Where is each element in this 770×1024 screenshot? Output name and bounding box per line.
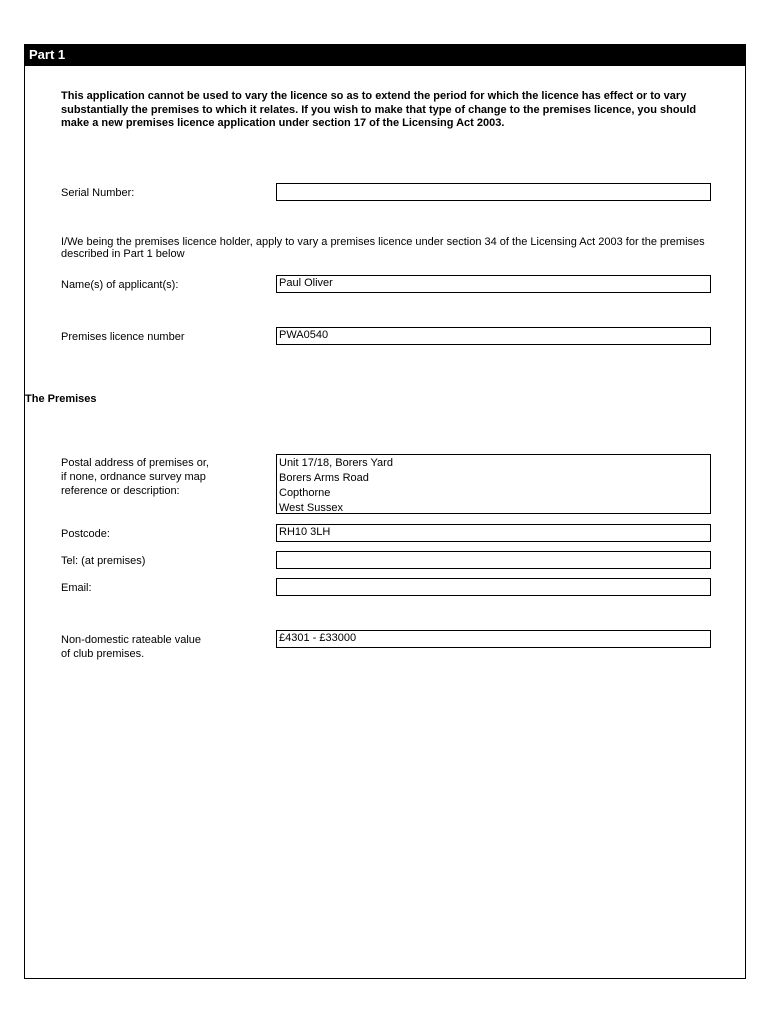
rateable-value-label-line-2: of club premises. (61, 648, 145, 660)
rateable-value-label-line-1: Non-domestic rateable value (61, 634, 202, 646)
address-line: Unit 17/18, Borers Yard (279, 457, 393, 469)
address-line: Borers Arms Road (279, 472, 369, 484)
email-field[interactable] (276, 578, 711, 596)
serial-number-label: Serial Number: (61, 187, 135, 199)
applicant-name-label: Name(s) of applicant(s): (61, 279, 179, 291)
licence-number-field[interactable]: PWA0540 (276, 327, 711, 345)
postcode-label: Postcode: (61, 528, 110, 540)
applicant-statement: I/We being the premises licence holder, apply to vary a premises licence under section 34 of the Licensing Act 2003 for the premises described in Part 1 below (61, 236, 705, 260)
address-label-line-2: if none, ordnance survey map (61, 471, 206, 483)
serial-number-field[interactable] (276, 183, 711, 201)
postal-address-field[interactable] (276, 454, 711, 514)
email-label: Email: (61, 582, 92, 594)
tel-field[interactable] (276, 551, 711, 569)
address-line: West Sussex (279, 502, 343, 514)
address-label-line-3: reference or description: (61, 485, 180, 497)
postcode-field[interactable]: RH10 3LH (276, 524, 711, 542)
part-header: Part 1 (24, 44, 746, 66)
address-label-line-1: Postal address of premises or, (61, 457, 209, 469)
rateable-value-field[interactable]: £4301 - £33000 (276, 630, 711, 648)
tel-label: Tel: (at premises) (61, 555, 146, 567)
applicant-name-field[interactable]: Paul Oliver (276, 275, 711, 293)
licence-number-label: Premises licence number (61, 331, 185, 343)
intro-text: This application cannot be used to vary the licence so as to extend the period for which the licence has effect or to vary substantially the premises to which it relates. If you wish to make that type of change to the premises licence, you should make a new premises licence application under section 17 of the Licensing Act 2003. (61, 90, 697, 129)
premises-section-title: The Premises (25, 393, 97, 405)
address-line: Copthorne (279, 487, 331, 499)
